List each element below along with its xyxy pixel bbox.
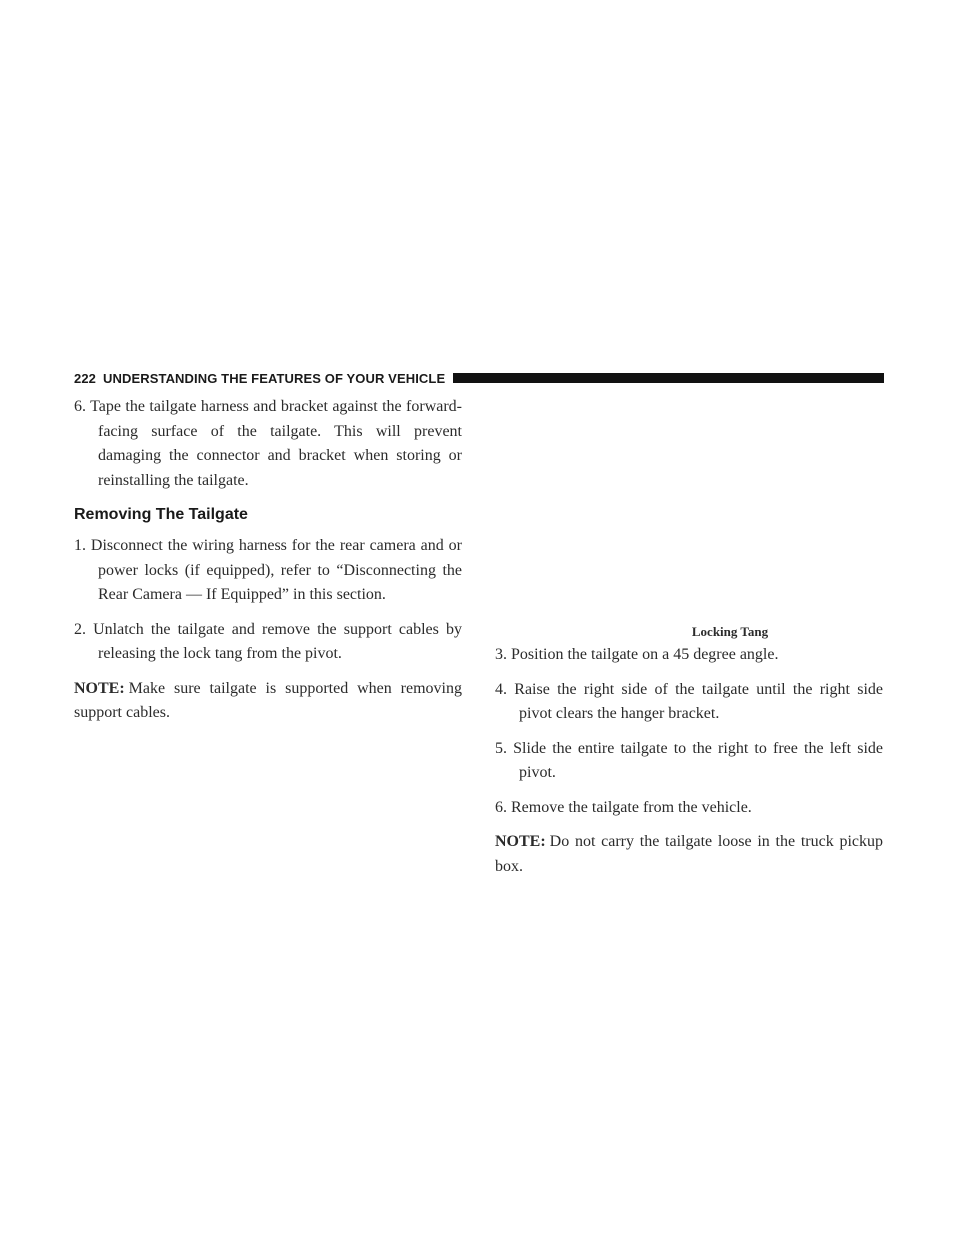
step-6-remove-tailgate: 6. Remove the tailgate from the vehicle. <box>495 798 752 816</box>
note-text: Make sure tailgate is supported when removing support cables. <box>74 679 462 721</box>
note-do-not-carry-loose <box>495 830 883 879</box>
note-text: Do not carry the tailgate loose in the truck pickup box. <box>495 833 883 875</box>
note-label: NOTE: <box>74 679 125 697</box>
step-3-position-tailgate: 3. Position the tailgate on a 45 degree angle. <box>495 646 779 663</box>
figure-caption: Locking Tang <box>691 624 769 639</box>
right-column <box>495 643 883 889</box>
step-2-unlatch-tailgate: 2. Unlatch the tailgate and remove the support cables by releasing the lock tang from the pivot. <box>74 620 462 662</box>
page-number: 222 <box>74 370 96 386</box>
header-rule <box>453 373 884 383</box>
left-column <box>74 395 462 736</box>
step-4-raise-right-side: 4. Raise the right side of the tailgate until the right side pivot clears the hanger bracket. <box>495 680 883 722</box>
locking-tang-figure <box>495 395 883 620</box>
note-support-tailgate <box>74 677 462 726</box>
step-6-tape-harness: 6. Tape the tailgate harness and bracket against the forward-facing surface of the tailgate. This will prevent damaging the connector and bracket when storing or reinstalling the tailgate. <box>74 398 462 489</box>
page-header <box>74 369 884 387</box>
step-5-slide-tailgate: 5. Slide the entire tailgate to the right to free the left side pivot. <box>495 739 883 781</box>
section-heading: Removing The Tailgate <box>74 506 248 523</box>
chapter-title: UNDERSTANDING THE FEATURES OF YOUR VEHICLE <box>103 370 446 386</box>
note-label: NOTE: <box>495 833 546 850</box>
step-1-disconnect-harness: 1. Disconnect the wiring harness for the rear camera and or power locks (if equipped), refer to “Disconnecting the Rear Camera — If Equipped” in this section. <box>74 537 462 603</box>
